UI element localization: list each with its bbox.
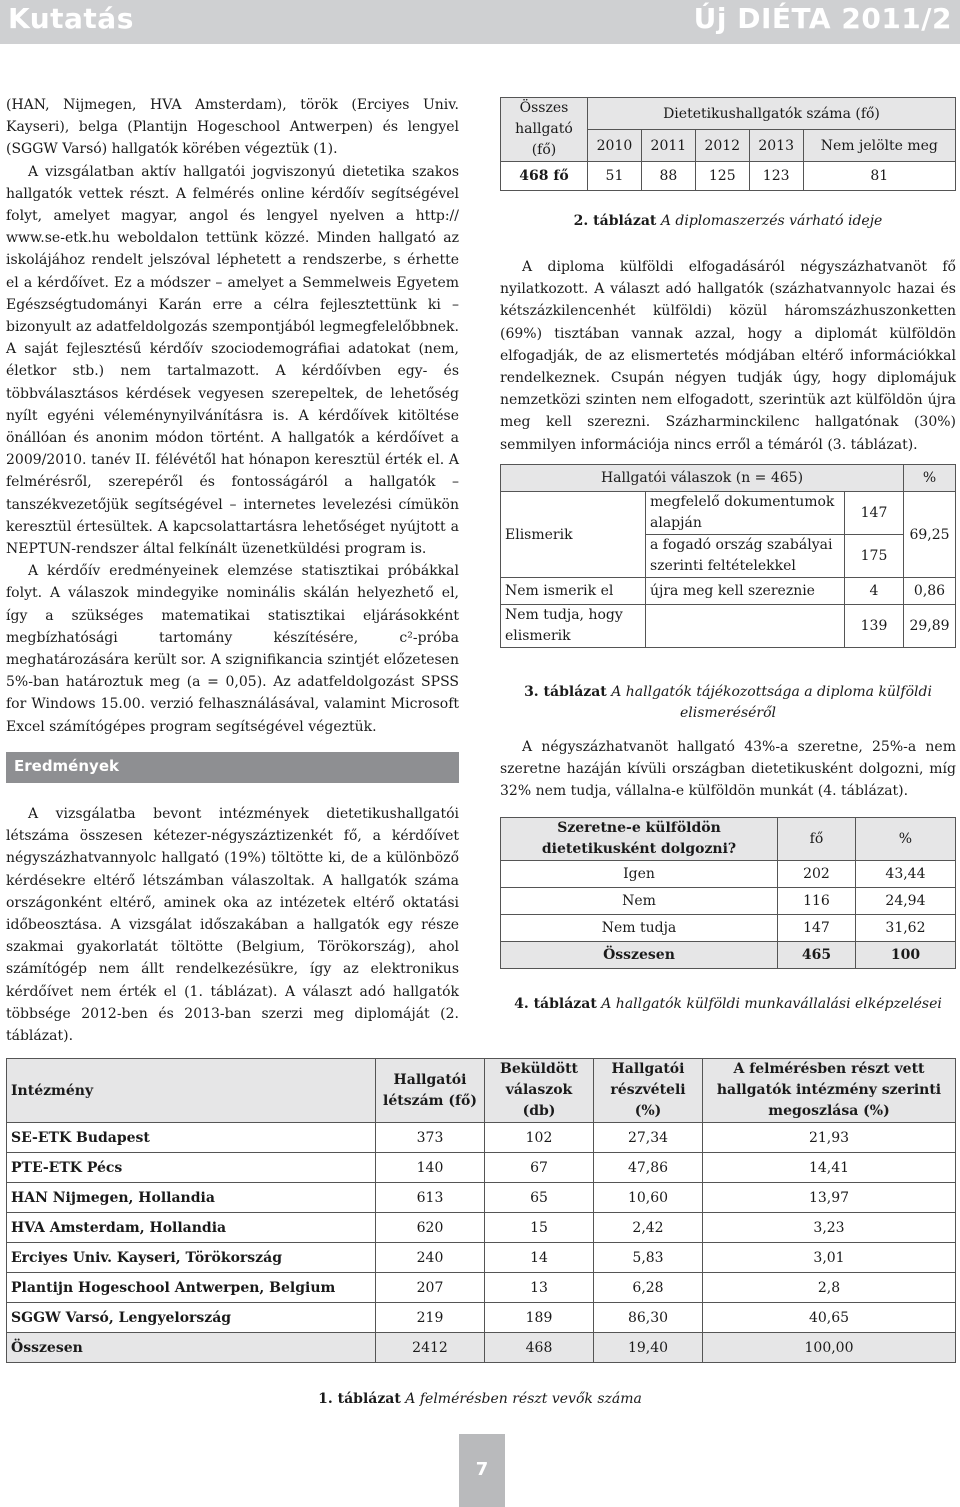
cell: újra meg kell szereznie — [646, 578, 845, 605]
cell: 2,8 — [703, 1273, 956, 1303]
table-row — [7, 1243, 956, 1273]
cell: 27,34 — [594, 1123, 703, 1153]
cell: 140 — [376, 1153, 485, 1183]
header-n: fő — [778, 818, 856, 861]
caption-text: A diplomaszerzés várható ideje — [660, 213, 883, 229]
table-row — [7, 1183, 956, 1213]
table-row — [7, 1153, 956, 1183]
cell: 6,28 — [594, 1273, 703, 1303]
header-col: Hallgatói létszám (fő) — [376, 1059, 485, 1123]
table-row — [7, 1303, 956, 1333]
cell: 0,86 — [904, 578, 956, 605]
right-column-text-2 — [500, 736, 956, 803]
page-number: 7 — [475, 1459, 489, 1480]
cell: 613 — [376, 1183, 485, 1213]
header-year: 2012 — [695, 130, 749, 162]
cell: 47,86 — [594, 1153, 703, 1183]
caption-number: 3. táblázat — [524, 684, 607, 700]
caption-number: 1. táblázat — [318, 1391, 401, 1407]
section-heading-bar — [6, 752, 459, 783]
cell: 147 — [845, 492, 904, 535]
cell: SE-ETK Budapest — [7, 1123, 376, 1153]
header-col: Beküldött válaszok (db) — [485, 1059, 594, 1123]
caption-number: 2. táblázat — [573, 213, 657, 229]
cell: 207 — [376, 1273, 485, 1303]
table-4-work-abroad — [500, 817, 956, 969]
header-question: Szeretne-e külföldön dietetikusként dolgozni? — [501, 818, 778, 861]
header-pct: % — [855, 818, 955, 861]
cell: HAN Nijmegen, Hollandia — [7, 1183, 376, 1213]
cell: 468 — [485, 1333, 594, 1363]
cell: 100,00 — [703, 1333, 956, 1363]
cell: 69,25 — [904, 492, 956, 578]
left-column-results — [6, 803, 459, 1047]
section-label: Kutatás — [8, 2, 134, 35]
cell: 620 — [376, 1213, 485, 1243]
header-total-students: Összes hallgató (fő) — [501, 98, 588, 162]
cell: 3,01 — [703, 1243, 956, 1273]
cell: 373 — [376, 1123, 485, 1153]
cell: Plantijn Hogeschool Antwerpen, Belgium — [7, 1273, 376, 1303]
cell: Összesen — [501, 942, 778, 969]
table-1-caption — [0, 1391, 960, 1407]
paragraph: A vizsgálatba bevont intézmények dietetikushallgatói létszáma összesen kétezer-négyszáztizenkét fő, a kérdőívet négyszázhatvannyolc hallgató (19%) töltötte ki, de a különböző kérdésekre eltérő létszámban válaszoltak. A hallgatók száma országonként eltérő, aminek oka az intézetek eltérő oktatási időbeosztása. A vizsgálat időszakában a hallgatók egy része szakmai gyakorlatát töltötte (Belgium, Törökország), ahol számítógép nem állt rendelkezésükre, így az elektronikus kérdőívet nem érték el (1. táblázat). A választ adó hallgatók többsége 2012-ben és 2013-ban szerzi meg diplomáját (2. táblázat). — [6, 806, 459, 1045]
cell: 139 — [845, 605, 904, 648]
table-row — [7, 1213, 956, 1243]
section-title: Eredmények — [14, 757, 119, 775]
cell: 125 — [695, 162, 749, 191]
cell: 13 — [485, 1273, 594, 1303]
header-institution: Intézmény — [7, 1059, 376, 1123]
table-4-caption — [500, 996, 956, 1012]
cell: Elismerik — [501, 492, 646, 578]
table-3-caption — [500, 682, 956, 724]
cell: 40,65 — [703, 1303, 956, 1333]
page-header — [0, 0, 960, 44]
cell: Nem tudja — [501, 915, 778, 942]
paragraph: (HAN, Nijmegen, HVA Amsterdam), török (Erciyes Univ. Kayseri), belga (Plantijn Hogeschool Antwerpen) és lengyel (SGGW Varsó) hallgatók körében végeztük (1). — [6, 97, 459, 158]
header-year: 2013 — [749, 130, 803, 162]
page-number-box — [459, 1434, 505, 1507]
caption-number: 4. táblázat — [514, 996, 597, 1012]
cell: 31,62 — [855, 915, 955, 942]
cell: 147 — [778, 915, 856, 942]
cell: 10,60 — [594, 1183, 703, 1213]
header-col: A felmérésben részt vett hallgatók intézmény szerinti megoszlása (%) — [703, 1059, 956, 1123]
cell: 67 — [485, 1153, 594, 1183]
cell: 15 — [485, 1213, 594, 1243]
cell: Erciyes Univ. Kayseri, Törökország — [7, 1243, 376, 1273]
caption-text: A felmérésben részt vevők száma — [405, 1391, 642, 1407]
cell: 5,83 — [594, 1243, 703, 1273]
cell: 2,42 — [594, 1213, 703, 1243]
table-2-caption — [500, 213, 956, 229]
table-row — [7, 1333, 956, 1363]
cell: 202 — [778, 861, 856, 888]
paragraph: A négyszázhatvanöt hallgató 43%-a szeretne, 25%-a nem szeretne hazáján kívüli országban dietetikusként dolgozni, míg 32% nem tudja, vállalna-e külföldön munkát (4. táblázat). — [500, 739, 956, 800]
cell: Igen — [501, 861, 778, 888]
caption-text: A hallgatók tájékozottsága a diploma külföldi elismeréséről — [611, 684, 932, 721]
cell: 240 — [376, 1243, 485, 1273]
cell: 4 — [845, 578, 904, 605]
cell: 24,94 — [855, 888, 955, 915]
paragraph: A vizsgálatban aktív hallgatói jogviszonyú dietetika szakos hallgatók vettek részt. A felmérés online kérdőív segítségével folyt, amelyet magyar, angol és lengyel nyelven a http:// www.se-etk.hu weboldalon tettünk közzé. Minden hallgató az iskolájához rendelt jelszóval léphetett a rendszerbe, s érhette el a kérdőívet. Ez a módszer – amelyet a Semmelweis Egyetem Egészségtudományi Karán erre a célra fejlesztettünk ki – bizonyult az adatfeldolgozás szempontjából legmegfelelőbbnek. A saját fejlesztésű kérdőív szociodemográfiai adatokat (nem, életkor stb.) nem tartalmazott. A kérdőívben egy- és többválasztásos kérdések vegyesen szerepeltek, de lehetőség nyílt egyéni véleménynyilvánításra is. A kérdőívek kitöltése önállóan és anonim módon történt. A hallgatók a kérdőívet a 2009/2010. tanév II. félévétől hat hónapon keresztül érték el. A felmérésről, szerepéről és fontosságáról a hallgatók – tanszékvezetőjük segítségével – internetes levelezési címükön keresztül értesültek. A kapcsolattartásra lehetőséget nyújtott a NEPTUN-rendszer által felkínált üzenetküldési program is. — [6, 163, 459, 558]
cell: 13,97 — [703, 1183, 956, 1213]
cell: 102 — [485, 1123, 594, 1153]
cell: Nem — [501, 888, 778, 915]
cell: 3,23 — [703, 1213, 956, 1243]
header-year: 2011 — [641, 130, 695, 162]
cell: 189 — [485, 1303, 594, 1333]
cell: 468 fő — [501, 162, 588, 191]
table-2-graduation — [500, 97, 956, 191]
caption-text: A hallgatók külföldi munkavállalási elképzelései — [601, 996, 942, 1012]
cell: 175 — [845, 535, 904, 578]
cell: Nem ismerik el — [501, 578, 646, 605]
cell: 21,93 — [703, 1123, 956, 1153]
cell: 14 — [485, 1243, 594, 1273]
left-column-methods — [6, 94, 459, 738]
header-year: 2010 — [588, 130, 642, 162]
journal-title: Új DIÉTA 2011/2 — [693, 2, 952, 35]
cell: SGGW Varsó, Lengyelország — [7, 1303, 376, 1333]
header-not-marked: Nem jelölte meg — [803, 130, 955, 162]
cell: 51 — [588, 162, 642, 191]
cell: HVA Amsterdam, Hollandia — [7, 1213, 376, 1243]
cell: 86,30 — [594, 1303, 703, 1333]
cell: 43,44 — [855, 861, 955, 888]
cell: 116 — [778, 888, 856, 915]
cell — [646, 605, 845, 648]
cell: 65 — [485, 1183, 594, 1213]
cell: 29,89 — [904, 605, 956, 648]
header-pct: % — [904, 465, 956, 492]
header-responses: Hallgatói válaszok (n = 465) — [501, 465, 904, 492]
cell: 100 — [855, 942, 955, 969]
table-row — [7, 1123, 956, 1153]
cell: 19,40 — [594, 1333, 703, 1363]
cell: Nem tudja, hogy elismerik — [501, 605, 646, 648]
right-column-text-1 — [500, 256, 956, 456]
header-col: Hallgatói részvételi (%) — [594, 1059, 703, 1123]
cell: 81 — [803, 162, 955, 191]
paragraph: A diploma külföldi elfogadásáról négyszázhatvanöt fő nyilatkozott. A választ adó hallgatók (százhatvannyolc hazai és kétszázkilencenhét külföldi) közül háromszázhuszonketten (69%) tisztában vannak azzal, hogy a diplomát külföldön elfogadják, de az elismertetés módjában eltérő információkkal rendelkeznek. Csupán négyen tudják úgy, hogy diplomájuk nemzetközi szinten nem elfogadott, szerintük azt külföldön újra meg kell szerezni. Százharminckilenc hallgatónak (30%) semmilyen információja nincs erről a témáról (3. táblázat). — [500, 259, 956, 453]
cell: 465 — [778, 942, 856, 969]
cell: 123 — [749, 162, 803, 191]
table-3-recognition — [500, 464, 956, 648]
cell: 14,41 — [703, 1153, 956, 1183]
cell: PTE-ETK Pécs — [7, 1153, 376, 1183]
cell: 219 — [376, 1303, 485, 1333]
cell: 88 — [641, 162, 695, 191]
cell: 2412 — [376, 1333, 485, 1363]
paragraph: A kérdőív eredményeinek elemzése statisztikai próbákkal folyt. A válaszok mindegyike nominális skálán helyezhető el, így a szükséges matematikai statisztikai eljárásokként megbízhatósági tartomány készítésére, c²-próba meghatározására került sor. A szignifikancia szintjét előzetesen 5%-ban határoztuk meg (a = 0,05). Az adatfeldolgozást SPSS for Windows 15.00. verzió felhasználásával, valamint Microsoft Excel számítógépes program segítségével végeztük. — [6, 563, 459, 735]
cell: Összesen — [7, 1333, 376, 1363]
table-row — [7, 1273, 956, 1303]
header-group: Dietetikushallgatók száma (fő) — [588, 98, 956, 130]
cell: a fogadó ország szabályai szerinti feltételekkel — [646, 535, 845, 578]
table-1-participants — [6, 1058, 956, 1363]
cell: megfelelő dokumentumok alapján — [646, 492, 845, 535]
